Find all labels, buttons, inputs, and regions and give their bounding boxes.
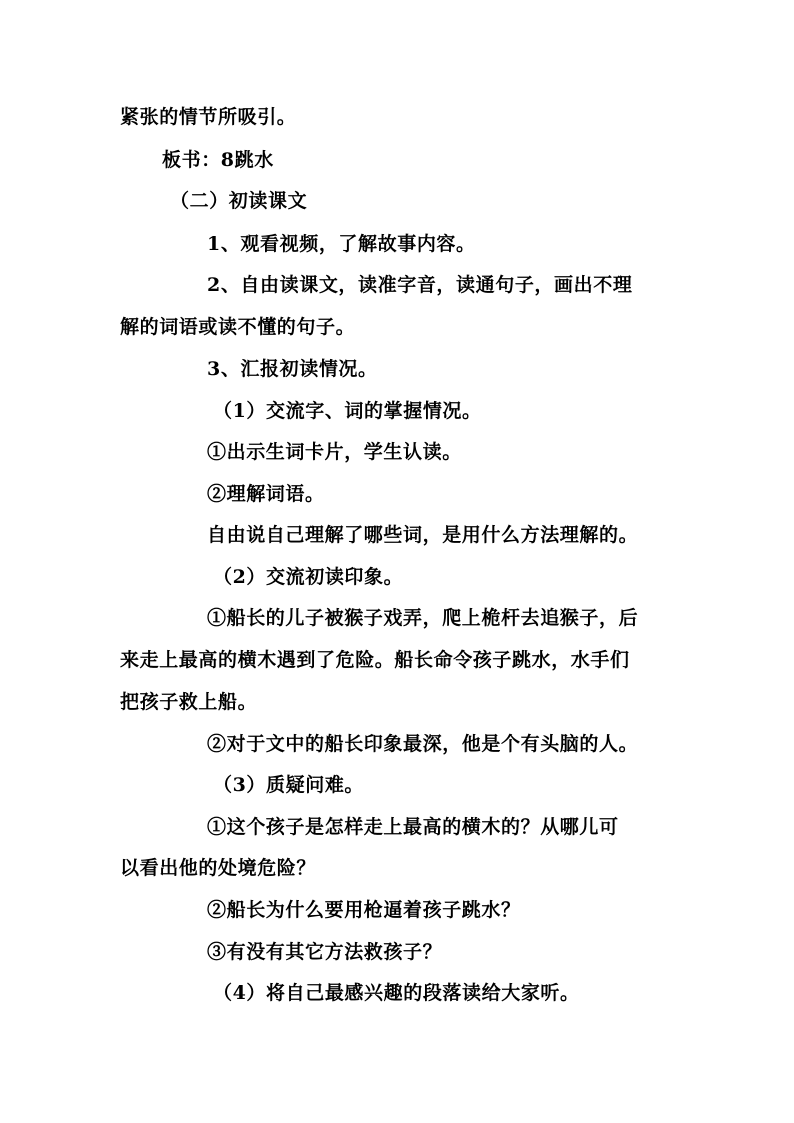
substep-1: （1）交流字、词的掌握情况。 — [213, 400, 482, 422]
question-2: ②船长为什么要用枪逼着孩子跳水？ — [207, 899, 521, 921]
substep-3: （3）质疑问难。 — [213, 774, 365, 796]
board-writing: 板书：8跳水 — [162, 149, 274, 171]
item-2-understand-words: ②理解词语。 — [207, 483, 325, 505]
step-3: 3、汇报初读情况。 — [207, 358, 378, 380]
section-heading-initial-reading: （二）初读课文 — [170, 190, 308, 212]
free-talk-line: 自由说自己理解了哪些词，是用什么方法理解的。 — [207, 524, 639, 546]
impression-1-line-3: 把孩子救上船。 — [120, 691, 258, 713]
question-1-line-1: ①这个孩子是怎样走上最高的横木的？从哪儿可 — [207, 816, 619, 838]
impression-1-line-2: 来走上最高的横木遇到了危险。船长命令孩子跳水，水手们 — [120, 649, 630, 671]
text-line-1: 紧张的情节所吸引。 — [120, 106, 297, 128]
item-1-word-cards: ①出示生词卡片，学生认读。 — [207, 441, 462, 463]
step-1: 1、观看视频，了解故事内容。 — [207, 233, 476, 255]
impression-1-line-1: ①船长的儿子被猴子戏弄，爬上桅杆去追猴子，后 — [207, 607, 639, 629]
substep-2: （2）交流初读印象。 — [213, 566, 404, 588]
question-3: ③有没有其它方法救孩子？ — [207, 941, 443, 963]
step-2-line-1: 2、自由读课文，读准字音，读通句子，画出不理 — [207, 274, 633, 296]
impression-2: ②对于文中的船长印象最深，他是个有头脑的人。 — [207, 733, 639, 755]
substep-4: （4）将自己最感兴趣的段落读给大家听。 — [213, 982, 580, 1004]
step-2-line-2: 解的词语或读不懂的句子。 — [120, 316, 356, 338]
question-1-line-2: 以看出他的处境危险？ — [120, 857, 317, 879]
